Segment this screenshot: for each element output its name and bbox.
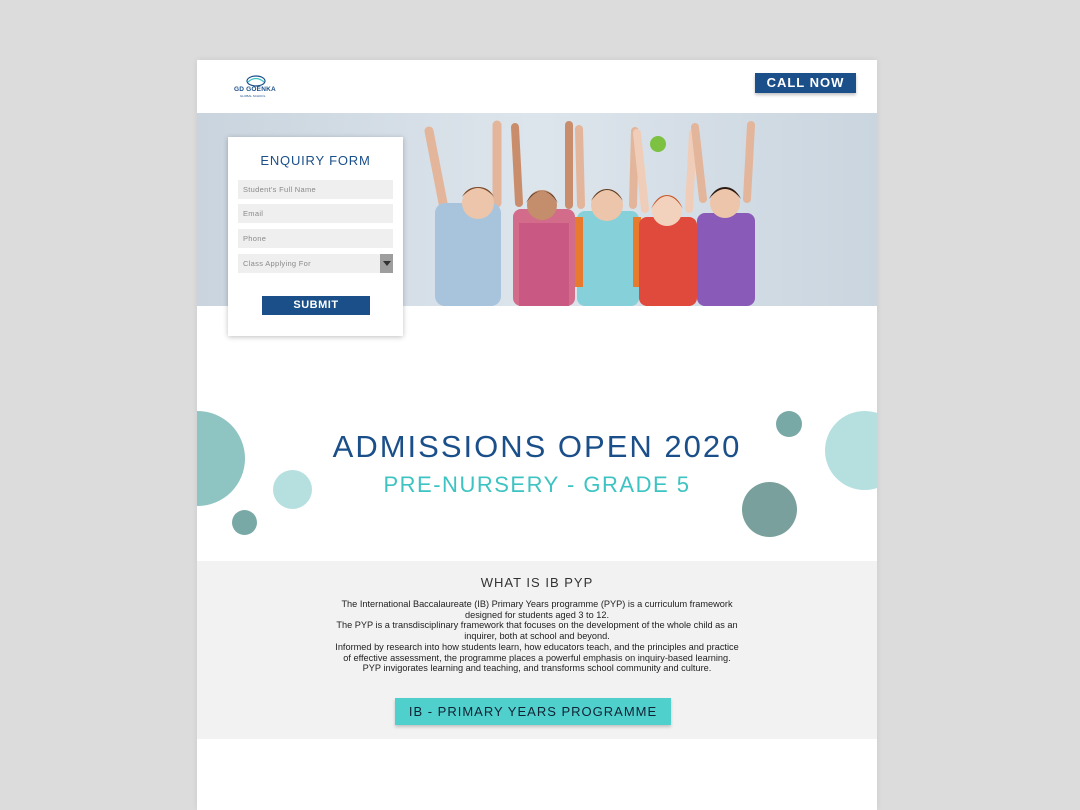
class-select-label: Class Applying For: [243, 259, 311, 268]
ib-section-title: WHAT IS IB PYP: [480, 575, 594, 590]
ib-pyp-section: [197, 561, 877, 739]
school-logo[interactable]: [234, 74, 278, 98]
email-field[interactable]: Email: [238, 204, 393, 223]
logo-text: GD GOENKA: [234, 86, 276, 93]
ib-description-line: PYP invigorates learning and teaching, and transforms school community and culture.: [362, 663, 712, 674]
landing-page: [197, 60, 877, 810]
decor-circle: [232, 510, 257, 535]
call-now-button[interactable]: CALL NOW: [755, 73, 856, 93]
enquiry-form-title: ENQUIRY FORM: [260, 153, 371, 168]
submit-button[interactable]: SUBMIT: [262, 296, 370, 315]
ib-description-line: designed for students aged 3 to 12.: [464, 609, 610, 620]
ib-description-line: The International Baccalaureate (IB) Primary Years programme (PYP) is a curriculum framework: [341, 599, 733, 609]
admissions-title: ADMISSIONS OPEN 2020: [332, 429, 742, 464]
student-name-field[interactable]: Student's Full Name: [238, 180, 393, 199]
ib-description-line: The PYP is a transdisciplinary framework that focuses on the development of the whole child as an: [336, 620, 738, 631]
phone-field[interactable]: Phone: [238, 229, 393, 248]
class-select[interactable]: [238, 254, 393, 273]
logo-subtext: GLOBAL SCHOOL: [240, 94, 266, 98]
ib-description-line: of effective assessment, the programme places a powerful emphasis on inquiry-based learning.: [343, 652, 731, 663]
ib-programme-button[interactable]: IB - PRIMARY YEARS PROGRAMME: [395, 698, 671, 725]
chevron-down-icon[interactable]: [380, 254, 393, 273]
ib-description-line: Informed by research into how students learn, how educators teach, and the principles and practice: [335, 641, 739, 652]
ib-description-line: inquirer, both at school and beyond.: [464, 631, 610, 642]
enquiry-form: [228, 137, 403, 336]
admissions-subtitle: PRE-NURSERY - GRADE 5: [383, 472, 691, 497]
ib-description: [287, 599, 787, 674]
